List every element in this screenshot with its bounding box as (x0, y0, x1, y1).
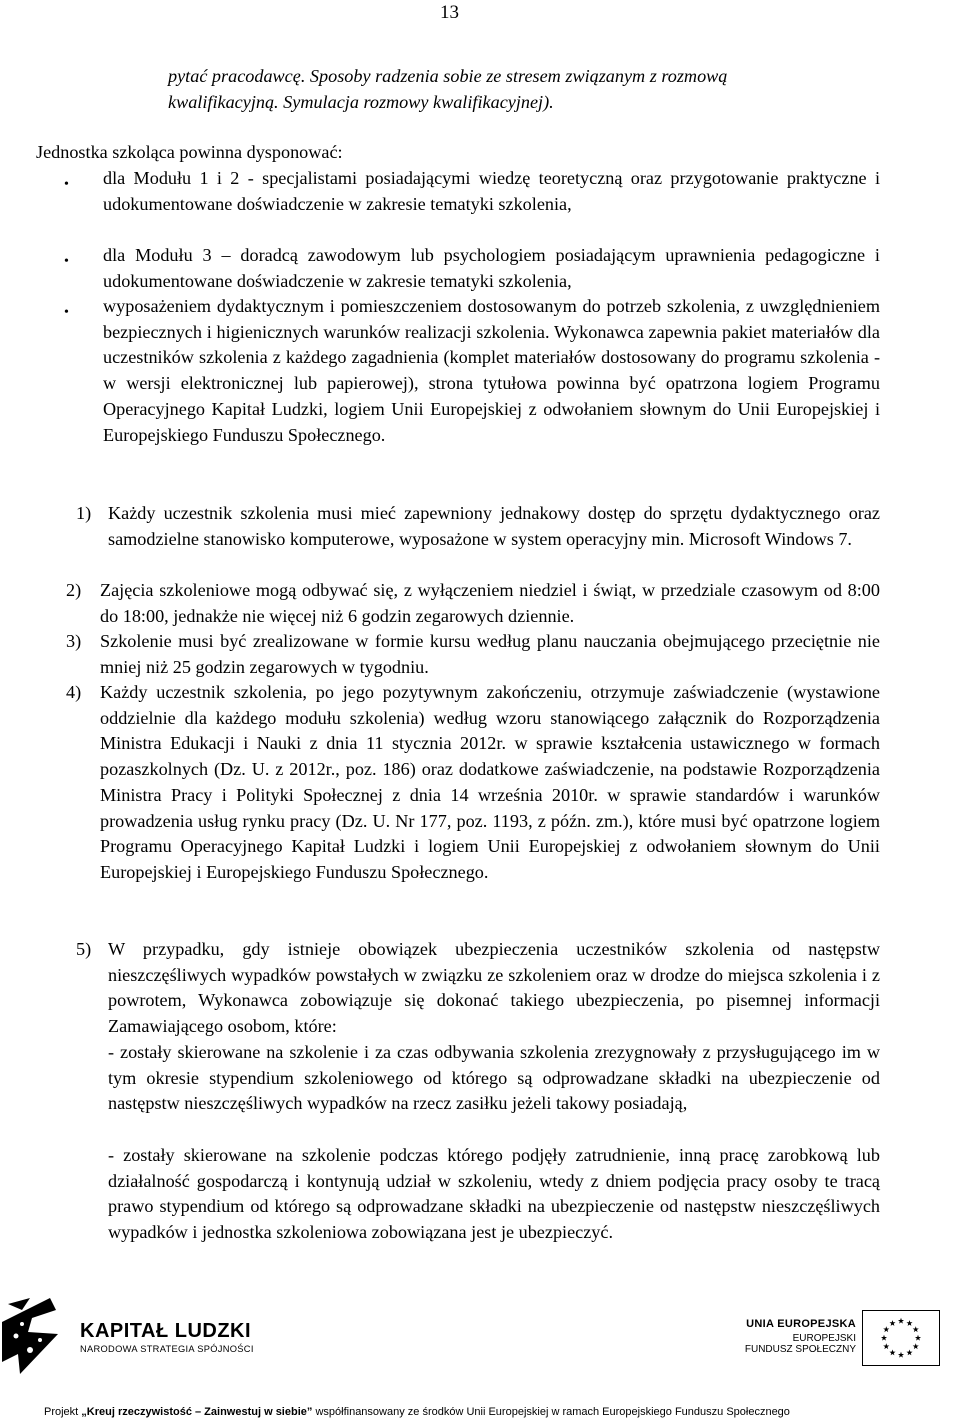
numbered-item: Każdy uczestnik szkolenia musi mieć zapewniony jednakowy dostęp do sprzętu dydaktycznego oraz samodzielne stanowisko komputerowe, wyposażone w system operacyjny min. Microsoft Windows 7. (108, 503, 880, 549)
intro-italic (168, 64, 888, 115)
bullet-item: dla Modułu 1 i 2 - specjalistami posiadającymi wiedzę teoretyczną oraz przygotowanie praktyczne i udokumentowane doświadczenie w zakresie tematyki szkolenia, (103, 168, 880, 214)
intro-line: kwalifikacyjną. Symulacja rozmowy kwalifikacyjnej). (168, 91, 554, 112)
numbered-item: Każdy uczestnik szkolenia, po jego pozytywnym zakończeniu, otrzymuje zaświadczenie (wystawione oddzielnie dla każdego modułu szkolenia) według wzoru stanowiącego załącznik do Rozporządzenia Ministra Edukacji i Nauki z dnia 11 stycznia 2012r. w sprawie kształcenia ustawicznego w formach pozaszkolnych (Dz. U. z 2012r., poz. 186) oraz dodatkowe zaświadczenie, na podstawie Rozporządzenia Ministra Pracy i Polityki Społecznej z dnia 14 września 2010r. w sprawie standardów i warunków prowadzenia usług rynku pracy (Dz. U. Nr 177, poz. 1193, z późn. zm.), które musi być opatrzone logiem Programu Operacyjnego Kapitał Ludzki i logiem Unii Europejskiej z odwołaniem słownym do Unii Europejskiej i Europejskiego Funduszu Społecznego. (100, 682, 880, 882)
ue-title: UNIA EUROPEJSKA (746, 1318, 856, 1330)
footer-project-title: „Kreuj rzeczywistość – Zainwestuj w siebie” (81, 1406, 313, 1418)
numbered-item: Szkolenie musi być zrealizowane w formie kursu według planu nauczania obejmującego przeciętnie nie mniej niż 25 godzin zegarowych w tygodniu. (100, 631, 880, 677)
numbered-item: W przypadku, gdy istnieje obowiązek ubezpieczenia uczestników szkolenia od następstw nieszczęśliwych wypadków powstałych w związku ze szkoleniem oraz w drodze do miejsca szkolenia i z powrotem, Wykonawca zobowiązuje się dokonać takiego ubezpieczenia, po pisemnej informacji Zamawiającego osobom, które: (108, 939, 880, 1037)
kapital-ludzki-emblem-icon (0, 1296, 70, 1376)
footer-prefix: Projekt (44, 1406, 82, 1418)
item-number: 1) (76, 503, 92, 523)
bullet-icon: • (64, 305, 69, 320)
bullet-item: wyposażeniem dydaktycznym i pomieszczeniem dostosowanym do potrzeb szkolenia, z uwzględnieniem bezpiecznych i higienicznych warunków realizacji szkolenia. Wykonawca zapewnia pakiet materiałów dla uczestników szkolenia z każdego zagadnienia (komplet materiałów dostosowany do programu szkolenia - w wersji elektronicznej lub papierowej), strona tytułowa powinna być opatrzona logiem Programu Operacyjnego Kapitał Ludzki, logiem Unii Europejskiej z odwołaniem słownym do Unii Europejskiej i Europejskiego Funduszu Społecznego. (103, 296, 880, 445)
footer (44, 1406, 790, 1418)
eu-flag-icon (862, 1310, 940, 1366)
bullet-item: dla Modułu 3 – doradcą zawodowym lub psychologiem posiadającym uprawnienia pedagogiczne i udokumentowane doświadczenie w zakresie tematyki szkolenia, (103, 245, 880, 291)
footer-suffix: współfinansowany ze środków Unii Europejskiej w ramach Europejskiego Funduszu Społecznego (312, 1406, 790, 1418)
bullet-icon: • (64, 254, 69, 269)
kapital-ludzki-subtitle: NARODOWA STRATEGIA SPÓJNOŚCI (80, 1344, 254, 1354)
item-number: 4) (66, 682, 82, 702)
kapital-ludzki-title: KAPITAŁ LUDZKI (80, 1320, 252, 1342)
ue-line3: FUNDUSZ SPOŁECZNY (744, 1344, 856, 1355)
item-number: 3) (66, 631, 82, 651)
ue-line2: EUROPEJSKI (792, 1333, 856, 1344)
ue-text-block (700, 1318, 856, 1355)
numbered-item: Zajęcia szkoleniowe mogą odbywać się, z wyłączeniem niedziel i świąt, w przedziale czasowym od 8:00 do 18:00, jednakże nie więcej niż 6 godzin zegarowych dziennie. (100, 580, 880, 626)
bullet-icon: • (64, 177, 69, 192)
item-number: 2) (66, 580, 82, 600)
sub-item: - zostały skierowane na szkolenie i za czas odbywania szkolenia zrezygnowały z przysługującego im w tym okresie stypendium szkoleniowego od którego są odprowadzane składki na ubezpieczenie od następstw nieszczęśliwych wypadków na rzecz zasiłku jeżeli takowy posiadają, (108, 1042, 880, 1114)
intro-line: pytać pracodawcę. Sposoby radzenia sobie ze stresem związanym z rozmową (168, 66, 728, 86)
page-number: 13 (440, 2, 459, 23)
item-number: 5) (76, 939, 92, 959)
sub-item: - zostały skierowane na szkolenie podczas którego podjęły zatrudnienie, inną pracę zarobkową lub działalność gospodarczą i kontynują udział w szkoleniu, wtedy z dniem podjęcia pracy osoby te tracą prawo stypendium od którego są odprowadzane składki na ubezpieczenie od następstw nieszczęśliwych wypadków i jednostka szkoleniowa zobowiązana jest je ubezpieczyć. (108, 1145, 880, 1243)
lead-text: Jednostka szkoląca powinna dysponować: (36, 142, 343, 162)
